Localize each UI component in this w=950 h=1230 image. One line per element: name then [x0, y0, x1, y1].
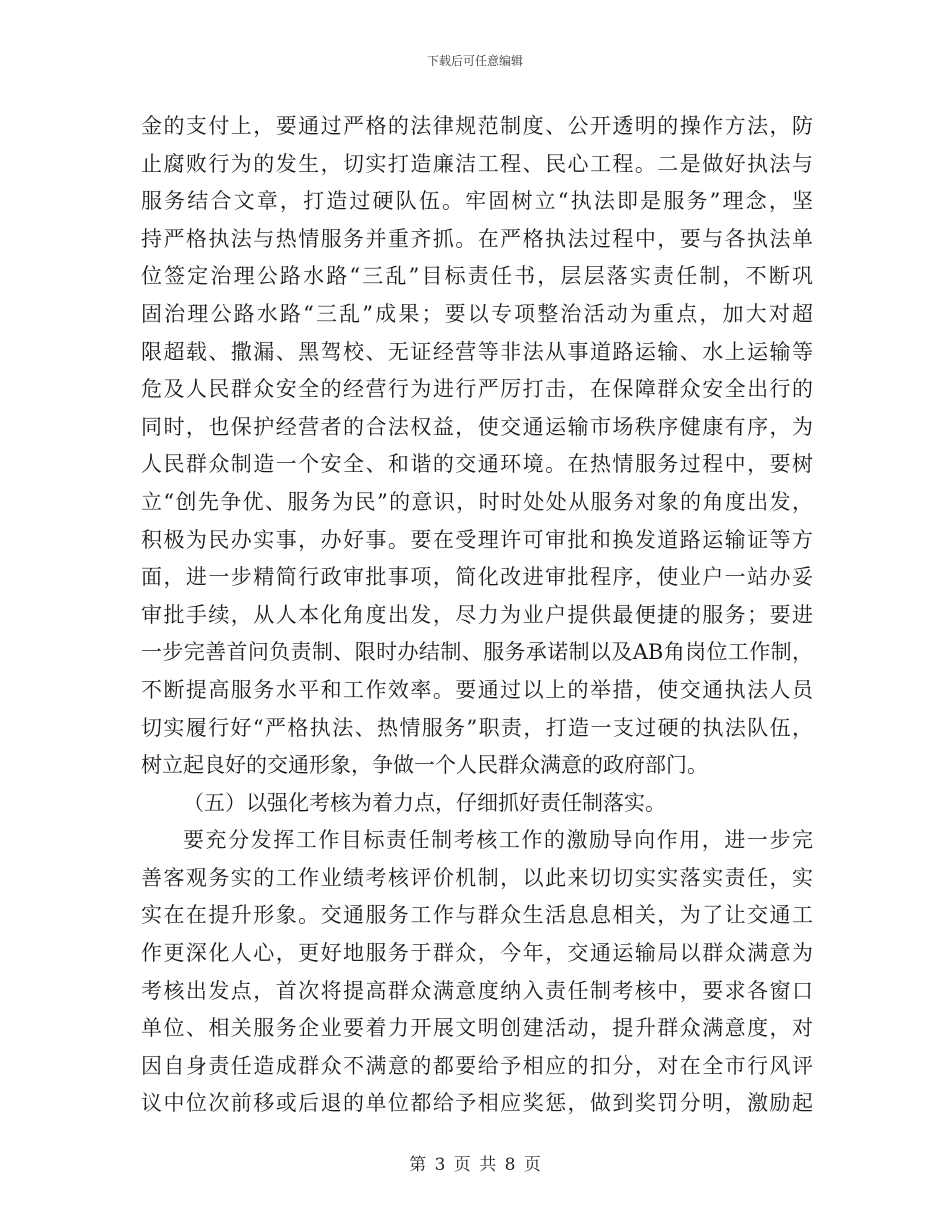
- text-line: 积极为民办实事，办好事。要在受理许可审批和换发道路运输证等方: [141, 527, 813, 552]
- text-line: 单位、相关服务企业要着力开展文明创建活动，提升群众满意度，对: [141, 1016, 813, 1041]
- text-line: 止腐败行为的发生，切实打造廉洁工程、民心工程。二是做好执法与: [141, 151, 813, 176]
- text-line: 持严格执法与热情服务并重齐抓。在严格执法过程中，要与各执法单: [141, 226, 813, 251]
- text-line: 危及人民群众安全的经营行为进行严厉打击，在保障群众安全出行的: [141, 377, 813, 402]
- text-line: 位签定治理公路水路“三乱”目标责任书，层层落实责任制，不断巩: [141, 264, 813, 289]
- text-line: 服务结合文章，打造过硬队伍。牢固树立“执法即是服务”理念，坚: [141, 189, 813, 214]
- text-line: 人民群众制造一个安全、和谐的交通环境。在热情服务过程中，要树: [141, 452, 813, 477]
- section-heading: （五）以强化考核为着力点，仔细抓好责任制落实。: [183, 790, 666, 815]
- text-line: 实在在提升形象。交通服务工作与群众生活息息相关，为了让交通工: [141, 903, 813, 928]
- text-line: 金的支付上，要通过严格的法律规范制度、公开透明的操作方法，防: [141, 114, 813, 138]
- text-line: 因自身责任造成群众不满意的都要给予相应的扣分，对在全市行风评: [141, 1053, 813, 1078]
- text-line: 固治理公路水路“三乱”成果；要以专项整治活动为重点，加大对超: [141, 301, 813, 326]
- text-line: 审批手续，从人本化角度出发，尽力为业户提供最便捷的服务；要进: [141, 602, 813, 627]
- text-line: 作更深化人心，更好地服务于群众，今年，交通运输局以群众满意为: [141, 941, 813, 966]
- page-header: 下载后可任意编辑: [426, 54, 523, 68]
- page-footer: 第 3 页 共 8 页: [409, 1155, 541, 1175]
- text-line: 一步完善首问负责制、限时办结制、服务承诺制以及AB角岗位工作制，: [141, 640, 813, 665]
- text-line: 不断提高服务水平和工作效率。要通过以上的举措，使交通执法人员: [141, 677, 813, 702]
- text-line: 限超载、撒漏、黑驾校、无证经营等非法从事道路运输、水上运输等: [141, 339, 813, 364]
- text-line: 议中位次前移或后退的单位都给予相应奖惩，做到奖罚分明，激励起: [141, 1091, 813, 1116]
- text-line: 面，进一步精简行政审批事项，简化改进审批程序，使业户一站办妥: [141, 565, 813, 590]
- text-line: 树立起良好的交通形象，争做一个人民群众满意的政府部门。: [141, 753, 708, 778]
- text-line: 同时，也保护经营者的合法权益，使交通运输市场秩序健康有序，为: [141, 414, 813, 439]
- document-body: [141, 108, 813, 1123]
- paragraph-first-line: 要充分发挥工作目标责任制考核工作的激励导向作用，进一步完: [183, 828, 813, 853]
- text-line: 善客观务实的工作业绩考核评价机制，以此来切切实实落实责任，实: [141, 865, 813, 890]
- text-line: 切实履行好“严格执法、热情服务”职责，打造一支过硬的执法队伍，: [141, 715, 813, 740]
- text-line: 考核出发点，首次将提高群众满意度纳入责任制考核中，要求各窗口: [141, 978, 813, 1003]
- text-line: 立“创先争优、服务为民”的意识，时时处处从服务对象的角度出发，: [141, 489, 813, 514]
